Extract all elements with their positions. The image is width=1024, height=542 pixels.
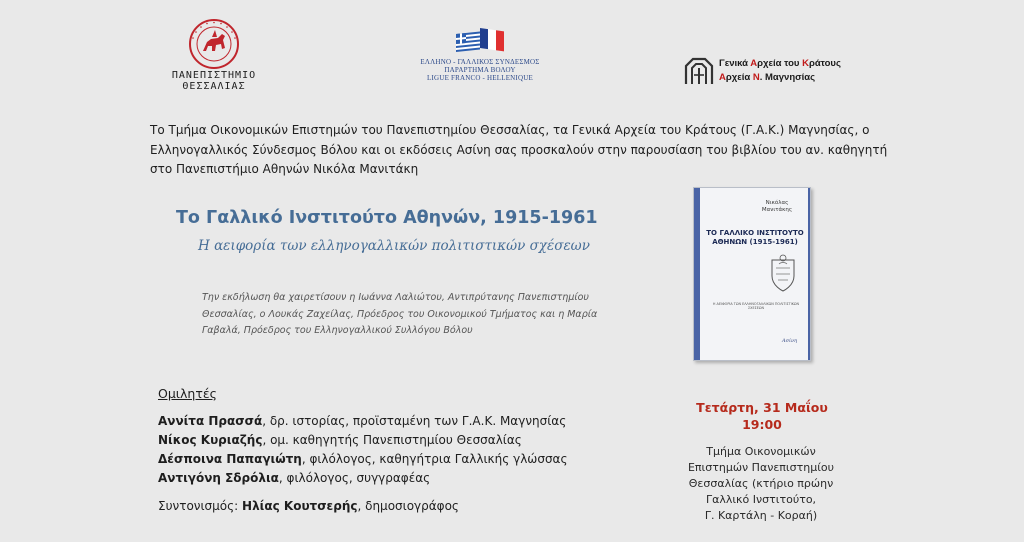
cover-spine-band	[694, 188, 700, 360]
speaker-name: Αντιγόνη Σδρόλια	[158, 471, 279, 485]
cover-subtitle: Η ΑΕΙΦΟΡΙΑ ΤΩΝ ΕΛΛΗΝΟΓΑΛΛΙΚΩΝ ΠΟΛΙΤΙΣΤΙΚΩΝ ΣΧΕΣΕΩΝ	[712, 302, 800, 310]
cover-emblem-icon	[768, 254, 798, 294]
gak-logo-line1: Γενικά Αρχεία του Κράτους	[719, 58, 841, 69]
venue-line: Τμήμα Οικονομικών	[706, 445, 816, 458]
cover-publisher: Ασίνη	[782, 338, 798, 344]
speaker-row	[158, 471, 430, 485]
coordinator-name: Ηλίας Κουτσερής	[242, 499, 358, 513]
event-time: 19:00	[742, 417, 782, 432]
venue-line: Επιστημών Πανεπιστημίου	[687, 461, 835, 474]
event-venue	[668, 444, 854, 524]
venue-line: Γ. Καρτάλη - Κοραή)	[704, 509, 818, 522]
uth-logo-line2: ΘΕΣΣΑΛΙΑΣ	[182, 81, 246, 92]
ligue-logo-line2: ΠΑΡΑΡΤΗΜΑ ΒΟΛΟΥ	[444, 66, 516, 74]
uth-logo-line1: ΠΑΝΕΠΙΣΤΗΜΙΟ	[171, 70, 257, 81]
speaker-role: , φιλόλογος, συγγραφέας	[278, 471, 431, 485]
ligue-logo-line1: ΕΛΛΗΝΟ - ΓΑΛΛΙΚΟΣ ΣΥΝΔΕΣΜΟΣ	[420, 58, 540, 66]
gak-emblem-icon	[683, 56, 715, 86]
coordinator-role: , δημοσιογράφος	[357, 499, 459, 513]
speaker-name: Αννίτα Πρασσά	[158, 414, 263, 428]
cover-author-first: Νικόλας	[765, 200, 789, 206]
ligue-logo-line3: LIGUE FRANCO - HELLENIQUE	[427, 74, 533, 82]
venue-line: Γαλλικό Ινστιτούτο,	[705, 493, 817, 506]
speaker-row	[158, 452, 568, 466]
cover-edge-band	[808, 188, 810, 360]
cover-title-line1: ΤΟ ΓΑΛΛΙΚΟ ΙΝΣΤΙΤΟΥΤΟ	[706, 229, 804, 237]
speakers-heading: Ομιλητές	[158, 386, 217, 401]
speaker-name: Νίκος Κυριαζής	[158, 433, 263, 447]
speaker-role: , ομ. καθηγητής Πανεπιστημίου Θεσσαλίας	[262, 433, 522, 447]
book-subtitle-heading: Η αειφορία των ελληνογαλλικών πολιτιστικών σχέσεων	[198, 238, 590, 254]
book-cover-image	[693, 187, 811, 361]
speaker-row	[158, 433, 522, 447]
welcome-remarks: Την εκδήλωση θα χαιρετίσουν η Ιωάννα Λαλιώτου, Αντιπρύτανης Πανεπιστημίου Θεσσαλίας, ο Λουκάς Ζαχείλας, Πρόεδρος του Οικονομικού Τμήματος και η Μαρία Γαβαλά, Πρόεδρος του Ελληνογαλλικού Συλλόγου Βόλου	[202, 292, 598, 336]
cover-author	[752, 200, 802, 214]
coordination-line	[158, 499, 459, 513]
speaker-row	[158, 414, 566, 428]
greek-french-flags-icon	[450, 26, 510, 56]
university-of-thessaly-logo	[168, 18, 260, 92]
invitation-intro: Το Τμήμα Οικονομικών Επιστημών του Πανεπιστημίου Θεσσαλίας, τα Γενικά Αρχεία του Κράτους (Γ.Α.Κ.) Μαγνησίας, ο Ελληνογαλλικός Σύνδεσμος Βόλου και οι εκδόσεις Ασίνη σας προσκαλούν στην παρουσίαση του βιβλίου του αν. καθηγητή στο Πανεπιστήμιο Αθηνών Νικόλα Μανιτάκη	[150, 123, 888, 176]
event-date: Τετάρτη, 31 Μαΐου	[696, 400, 828, 415]
coordination-label: Συντονισμός:	[158, 499, 243, 513]
uth-seal-icon	[188, 18, 240, 70]
cover-title	[702, 229, 808, 247]
speaker-role: , φιλόλογος, καθηγήτρια Γαλλικής γλώσσας	[301, 452, 568, 466]
book-title-heading: Το Γαλλικό Ινστιτούτο Αθηνών, 1915-1961	[176, 208, 598, 228]
speaker-role: , δρ. ιστορίας, προϊσταμένη των Γ.Α.Κ. Μαγνησίας	[262, 414, 567, 428]
venue-line: Θεσσαλίας (κτήριο πρώην	[688, 477, 834, 490]
speaker-name: Δέσποινα Παπαγιώτη	[158, 452, 302, 466]
cover-title-line2: ΑΘΗΝΩΝ (1915-1961)	[712, 238, 798, 246]
cover-author-last: Μανιτάκης	[761, 207, 793, 213]
ligue-franco-hellenique-logo	[405, 26, 555, 82]
gak-logo-line2: Αρχεία Ν. Μαγνησίας	[719, 72, 816, 83]
general-state-archives-logo	[683, 56, 853, 88]
